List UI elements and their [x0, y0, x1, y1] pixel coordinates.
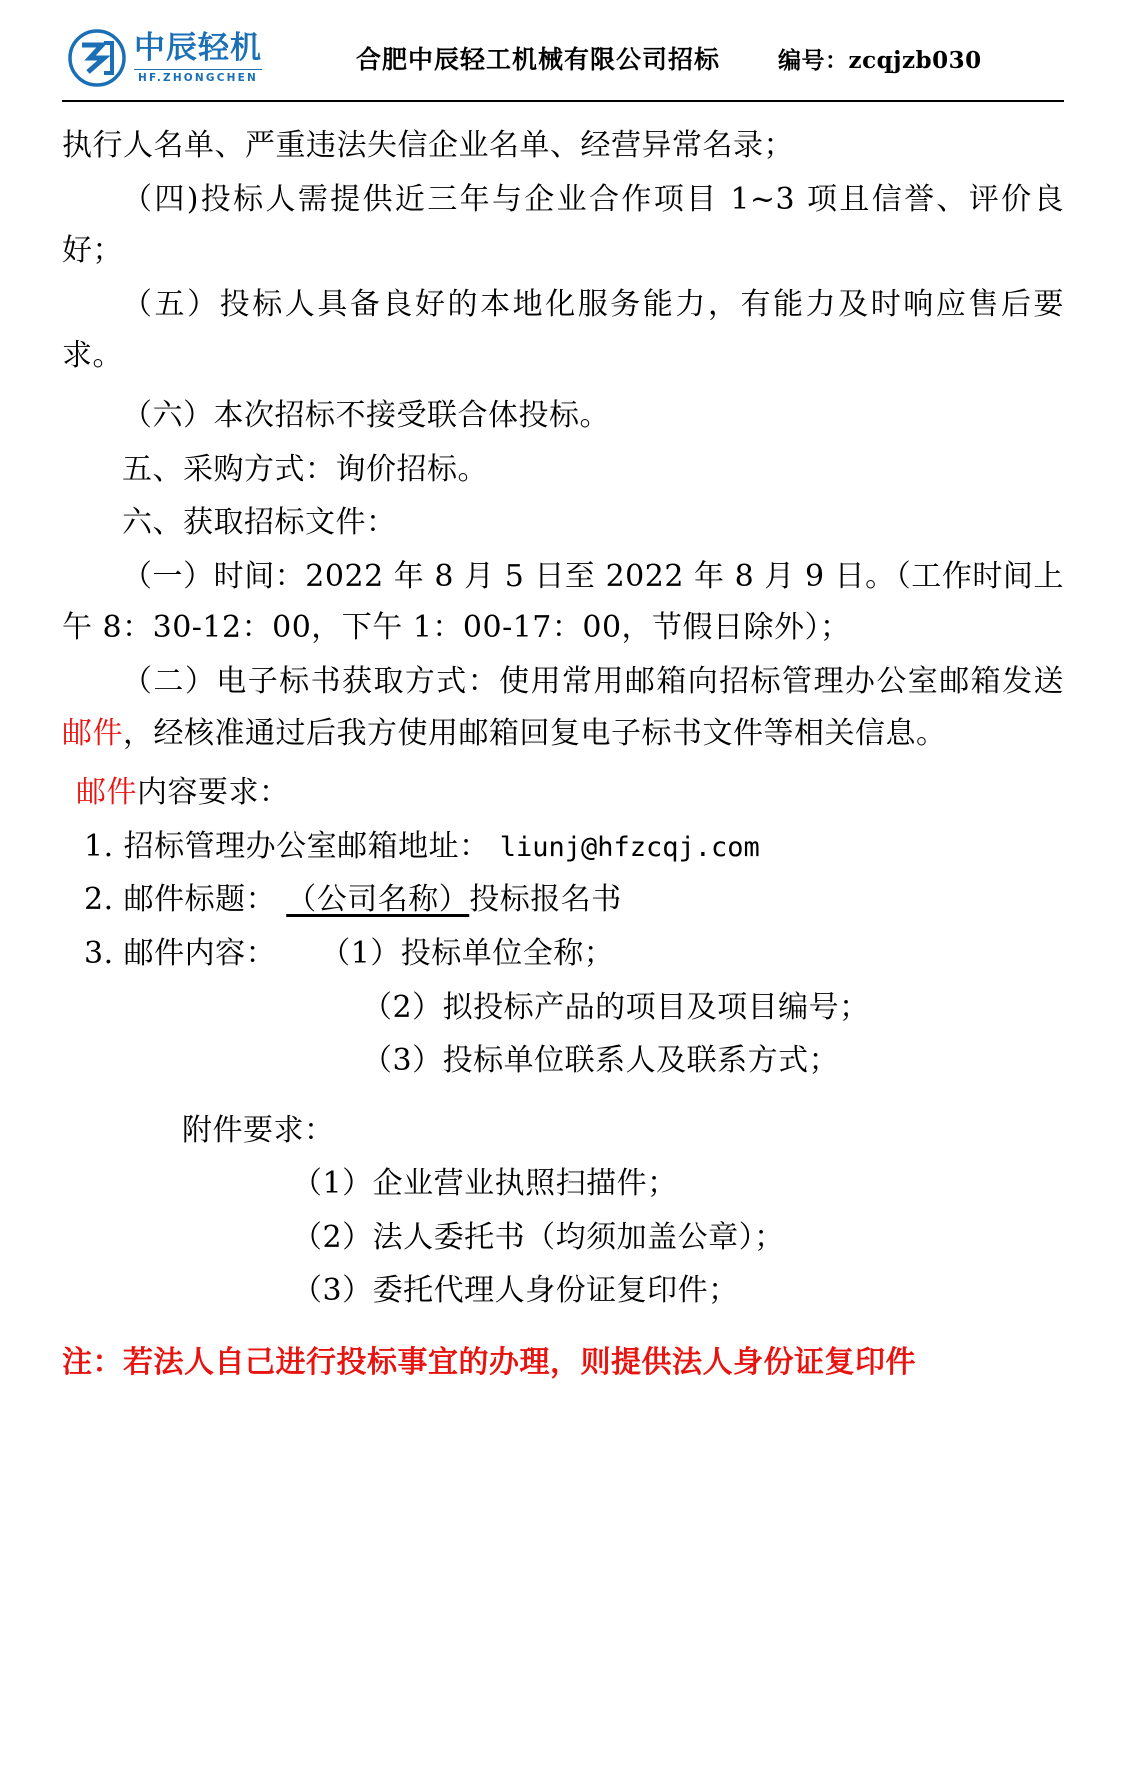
section-6-2-ebid-method [62, 656, 1064, 759]
section-6-2-highlight: 邮件 [62, 715, 123, 751]
mail-item-1 [62, 821, 1064, 873]
attachment-item-2: （2）法人委托书（均须加盖公章）； [292, 1219, 785, 1255]
paragraph-item-5: （五）投标人具备良好的本地化服务能力，有能力及时响应售后要求。 [62, 286, 1064, 374]
mail-item-3-sub-1: （1）投标单位全称； [320, 935, 615, 971]
attachment-item-1: （1）企业营业执照扫描件； [292, 1166, 678, 1202]
mail-item-3-label: 3. 邮件内容： [84, 935, 277, 971]
document-title: 合肥中辰轻工机械有限公司招标 [356, 45, 721, 74]
mail-requirements-title [62, 767, 1064, 819]
footer-note: 注：若法人自己进行投标事宜的办理，则提供法人身份证复印件 [62, 1345, 916, 1381]
logo-company-name-en: HF.ZHONGCHEN [134, 69, 262, 84]
paragraph-item-4: （四)投标人需提供近三年与企业合作项目 1~3 项且信誉、评价良好； [62, 181, 1064, 269]
mail-item-3-sub-2: （2）拟投标产品的项目及项目编号； [362, 989, 870, 1025]
logo-company-name-cn: 中辰轻机 [134, 29, 262, 66]
document-code [778, 42, 982, 75]
section-5-purchase-method: 五、采购方式：询价招标。 [122, 451, 488, 487]
mail-item-1-label: 1. 招标管理办公室邮箱地址： [84, 828, 490, 864]
document-code-label: 编号： [778, 47, 849, 74]
mail-item-3 [62, 928, 1064, 980]
mail-item-2-rest: 投标报名书 [469, 882, 622, 918]
company-logo [62, 29, 338, 87]
section-6-2-text-b: ，经核准通过后我方使用邮箱回复电子标书文件等相关信息。 [123, 715, 947, 751]
attachment-item-3: （3）委托代理人身份证复印件； [292, 1273, 739, 1309]
attachment-requirements-title: 附件要求： [182, 1112, 335, 1148]
section-6-1-time: （一）时间：2022 年 8 月 5 日至 2022 年 8 月 9 日。（工作时间上午 8：30-12：00，下午 1：00-17：00，节假日除外）； [62, 558, 1064, 646]
section-6-obtain-documents: 六、获取招标文件： [122, 505, 397, 541]
zhongchen-logo-icon [68, 29, 126, 87]
mail-requirements-rest: 内容要求： [137, 775, 290, 811]
section-6-2-text-a: （二）电子标书获取方式：使用常用邮箱向招标管理办公室邮箱发送 [122, 663, 1064, 699]
mail-item-2-label: 2. 邮件标题： [84, 882, 277, 918]
document-body [62, 106, 1064, 1389]
mail-requirements-highlight: 邮件 [76, 775, 137, 811]
mail-item-2 [62, 874, 1064, 926]
document-header [62, 18, 1064, 106]
mail-item-1-address: liunj@hfzcqj.com [499, 831, 760, 863]
mail-item-3-sub-3: （3）投标单位联系人及联系方式； [362, 1043, 840, 1079]
paragraph-item-6: （六）本次招标不接受联合体投标。 [122, 397, 610, 433]
paragraph-continued: 执行人名单、严重违法失信企业名单、经营异常名录； [62, 128, 794, 163]
mail-item-2-placeholder: （公司名称） [286, 882, 470, 918]
document-code-value: zcqjzb030 [848, 47, 982, 74]
header-divider [62, 100, 1064, 102]
